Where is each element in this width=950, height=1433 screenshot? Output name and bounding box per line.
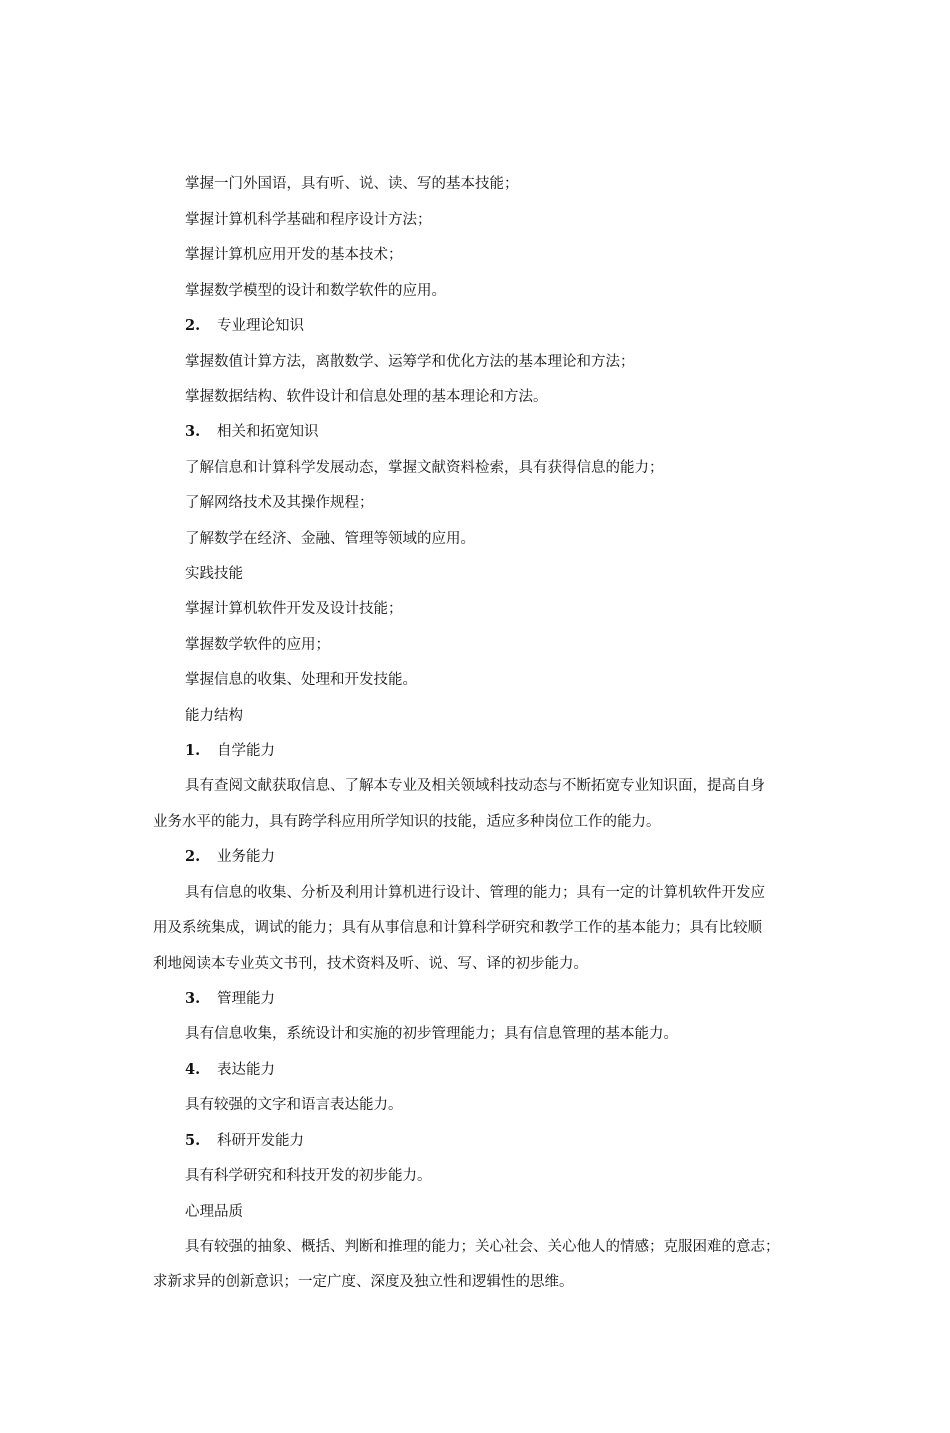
text-line: 掌握数学模型的设计和数学软件的应用。 — [185, 283, 446, 299]
paragraph-line: 用及系统集成，调试的能力；具有从事信息和计算科学研究和教学工作的基本能力；具有比较顺 — [153, 920, 762, 936]
numbered-heading — [185, 1131, 845, 1151]
text-line: 掌握计算机应用开发的基本技术； — [185, 247, 403, 263]
text-line: 了解数学在经济、金融、管理等领域的应用。 — [185, 531, 475, 547]
text-line: 具有较强的文字和语言表达能力。 — [185, 1097, 403, 1113]
paragraph-line: 利地阅读本专业英文书刊，技术资料及听、说、写、译的初步能力。 — [153, 956, 588, 972]
section-heading: 实践技能 — [185, 566, 243, 582]
numbered-heading — [185, 316, 845, 336]
paragraph-line: 具有查阅文献获取信息、了解本专业及相关领域科技动态与不断拓宽专业知识面，提高自身 — [185, 778, 765, 794]
numbered-heading — [185, 741, 845, 761]
heading-number: 5. — [185, 1132, 201, 1149]
section-heading: 心理品质 — [185, 1204, 243, 1220]
text-line: 掌握数值计算方法，离散数学、运筹学和优化方法的基本理论和方法； — [185, 354, 635, 370]
text-line: 掌握一门外国语，具有听、说、读、写的基本技能； — [185, 176, 519, 192]
text-line: 具有信息收集，系统设计和实施的初步管理能力；具有信息管理的基本能力。 — [185, 1026, 678, 1042]
heading-number: 2. — [185, 848, 201, 865]
heading-label: 业务能力 — [217, 849, 275, 865]
text-line: 掌握数学软件的应用； — [185, 637, 330, 653]
paragraph-line: 求新求异的创新意识；一定广度、深度及独立性和逻辑性的思维。 — [153, 1274, 574, 1290]
heading-number: 3. — [185, 990, 201, 1007]
heading-number: 1. — [185, 742, 201, 759]
heading-label: 管理能力 — [217, 991, 275, 1007]
text-line: 掌握计算机科学基础和程序设计方法； — [185, 212, 432, 228]
numbered-heading — [185, 1060, 845, 1080]
text-line: 了解网络技术及其操作规程； — [185, 495, 374, 511]
paragraph-line: 具有信息的收集、分析及利用计算机进行设计、管理的能力；具有一定的计算机软件开发应 — [185, 885, 765, 901]
heading-number: 3. — [185, 423, 201, 440]
numbered-heading — [185, 422, 845, 442]
text-line: 掌握计算机软件开发及设计技能； — [185, 601, 403, 617]
text-line: 掌握信息的收集、处理和开发技能。 — [185, 672, 417, 688]
heading-label: 专业理论知识 — [217, 318, 304, 334]
text-line: 具有科学研究和科技开发的初步能力。 — [185, 1168, 432, 1184]
paragraph-line: 具有较强的抽象、概括、判断和推理的能力；关心社会、关心他人的情感；克服困难的意志； — [185, 1239, 780, 1255]
text-line: 了解信息和计算科学发展动态，掌握文献资料检索，具有获得信息的能力； — [185, 460, 664, 476]
section-heading: 能力结构 — [185, 708, 243, 724]
paragraph-line: 业务水平的能力，具有跨学科应用所学知识的技能，适应多种岗位工作的能力。 — [153, 814, 661, 830]
numbered-heading — [185, 989, 845, 1009]
heading-label: 表达能力 — [217, 1062, 275, 1078]
heading-label: 科研开发能力 — [217, 1133, 304, 1149]
heading-label: 相关和拓宽知识 — [217, 424, 319, 440]
heading-label: 自学能力 — [217, 743, 275, 759]
heading-number: 2. — [185, 317, 201, 334]
text-line: 掌握数据结构、软件设计和信息处理的基本理论和方法。 — [185, 389, 548, 405]
numbered-heading — [185, 847, 845, 867]
heading-number: 4. — [185, 1061, 201, 1078]
